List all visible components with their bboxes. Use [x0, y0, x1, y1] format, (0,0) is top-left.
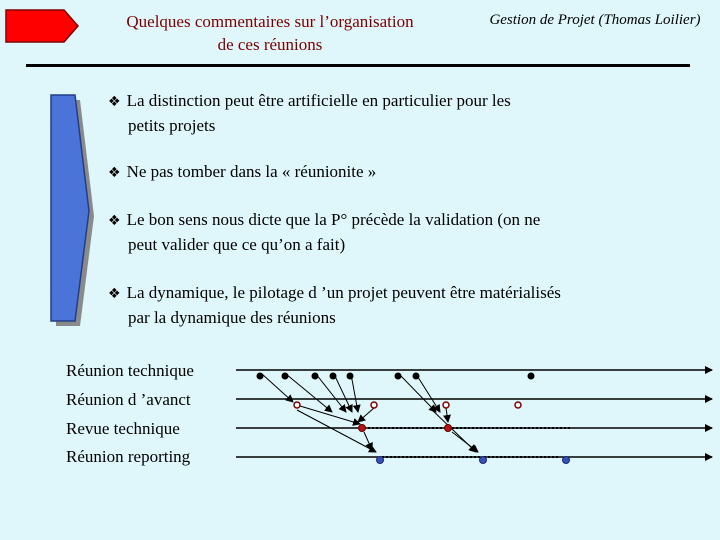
bullet-text-1b: petits projets [128, 116, 216, 135]
progress-meeting-dots [294, 402, 521, 408]
title-line-2: de ces réunions [217, 35, 323, 54]
timeline-label-technique: Réunion technique [66, 361, 194, 380]
bullet-text-4b: par la dynamique des réunions [128, 308, 336, 327]
bullet-text-2a: Ne pas tomber dans la « réunionite » [126, 162, 377, 181]
timeline-label-avancement: Réunion d ’avanct [66, 390, 191, 409]
timeline-label-revue: Revue technique [66, 419, 180, 438]
diamond-bullet-icon: ❖ [108, 213, 121, 229]
bullet-text-1a: La distinction peut être artificielle en particulier pour les [126, 91, 511, 110]
technique-meeting-dots [257, 373, 535, 380]
timeline-label-reporting: Réunion reporting [66, 447, 191, 466]
diamond-bullet-icon: ❖ [108, 165, 121, 181]
bullet-text-4a: La dynamique, le pilotage d ’un projet peuvent être matérialisés [126, 283, 561, 302]
diamond-bullet-icon: ❖ [108, 286, 121, 302]
page-subtitle: Gestion de Projet (Thomas Loilier) [489, 12, 701, 28]
dependency-arrows [262, 374, 478, 452]
bullet-text-3a: Le bon sens nous dicte que la P° précède la validation (on ne [126, 210, 541, 229]
title-line-1: Quelques commentaires sur l’organisation [126, 12, 414, 31]
bullet-text-3b: peut valider que ce qu’on a fait) [128, 235, 346, 254]
diamond-bullet-icon: ❖ [108, 94, 121, 110]
